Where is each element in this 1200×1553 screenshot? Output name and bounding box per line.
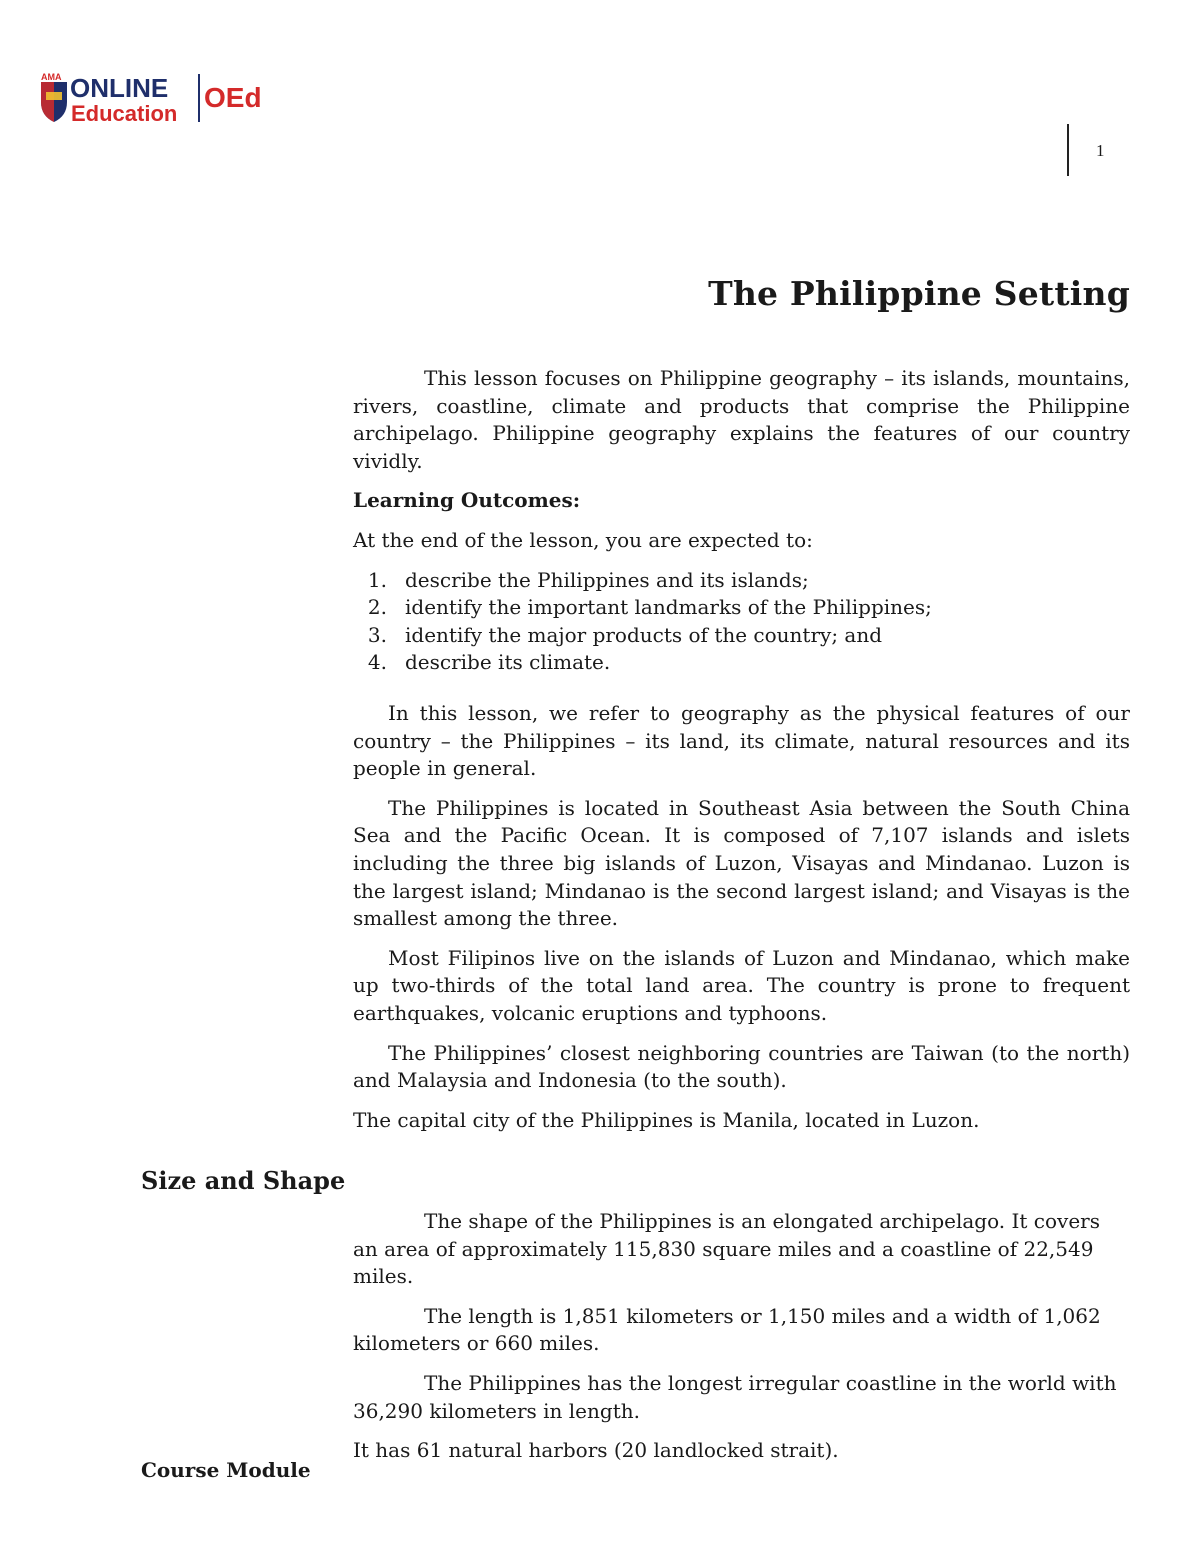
list-item: 3. identify the major products of the country; and	[367, 622, 883, 647]
logo-education-text: Education	[71, 101, 178, 126]
body-paragraph: It has 61 natural harbors (20 landlocked strait).	[353, 1438, 839, 1463]
intro-paragraph: This lesson focuses on Philippine geography – its islands, mountains, rivers, coastline, climate and products that comprise the Philippine archipelago. Philippine geography explains the features of our country vividly.	[353, 366, 1130, 473]
body-paragraph: The Philippines has the longest irregular coastline in the world with 36,290 kilometers in length.	[353, 1370, 1117, 1423]
body-paragraph: In this lesson, we refer to geography as the physical features of our country – the Philippines – its land, its climate, natural resources and its people in general.	[353, 701, 1130, 781]
size-and-shape-heading: Size and Shape	[141, 1166, 346, 1195]
logo-graphic	[38, 70, 278, 126]
online-education-logo	[38, 70, 278, 126]
intro-section	[353, 365, 1130, 677]
body-paragraph: The length is 1,851 kilometers or 1,150 miles and a width of 1,062 kilometers or 660 miles.	[353, 1303, 1101, 1356]
page-number: 1	[1096, 141, 1105, 160]
body-paragraph: The capital city of the Philippines is Manila, located in Luzon.	[353, 1107, 980, 1132]
logo-online-text: ONLINE	[70, 73, 169, 103]
page-number-rule	[1067, 124, 1069, 176]
logo-oed-text: OEd	[204, 82, 262, 113]
learning-outcomes-heading: Learning Outcomes:	[353, 488, 581, 513]
learning-outcomes-list	[353, 567, 1130, 677]
svg-text:AMA: AMA	[41, 72, 62, 82]
body-paragraph: Most Filipinos live on the islands of Luzon and Mindanao, which make up two-thirds of the total land area. The country is prone to frequent earthquakes, volcanic eruptions and typhoons.	[353, 945, 1130, 1025]
body-paragraph: The Philippines is located in Southeast Asia between the South China Sea and the Pacific Ocean. It is composed of 7,107 islands and islets including the three big islands of Luzon, Visayas and Mindanao. Luzon is the largest island; Mindanao is the second largest island; and Visayas is the smallest among the three.	[353, 795, 1130, 931]
body-paragraph: The shape of the Philippines is an elongated archipelago. It covers an area of approximately 115,830 square miles and a coastline of 22,549 miles.	[353, 1209, 1100, 1289]
geography-section	[353, 700, 1130, 1134]
list-item: 1. describe the Philippines and its islands;	[367, 567, 809, 592]
size-and-shape-section	[353, 1208, 1130, 1465]
body-paragraph: The Philippines’ closest neighboring countries are Taiwan (to the north) and Malaysia and Indonesia (to the south).	[353, 1040, 1130, 1093]
footer-course-module: Course Module	[141, 1458, 311, 1482]
page-title: The Philippine Setting	[708, 274, 1130, 313]
learning-outcomes-lead: At the end of the lesson, you are expected to:	[353, 527, 813, 552]
list-item: 4. describe its climate.	[367, 650, 611, 675]
list-item: 2. identify the important landmarks of the Philippines;	[367, 595, 932, 620]
